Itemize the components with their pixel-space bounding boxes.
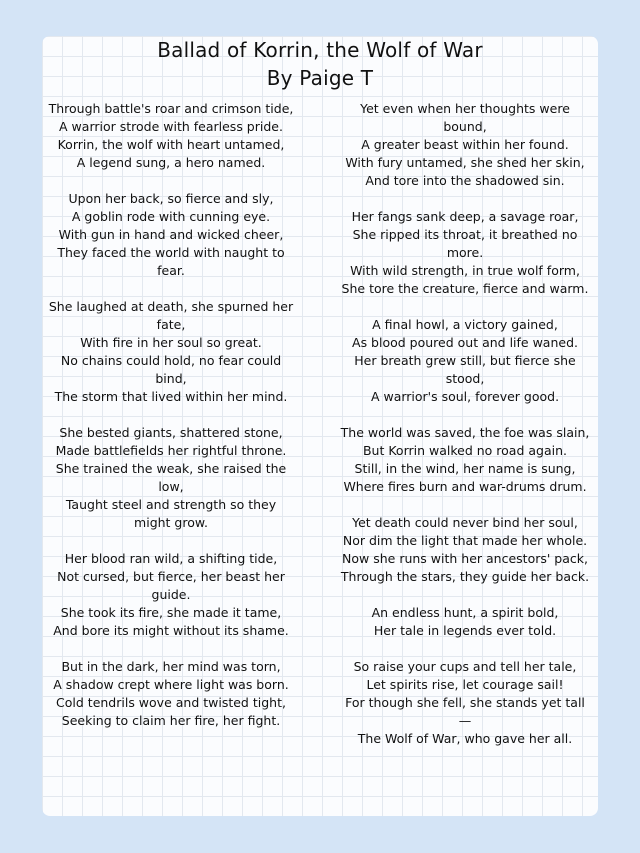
stanza xyxy=(340,514,590,586)
poem-line: A greater beast within her found. xyxy=(361,137,569,152)
poem-line: And tore into the shadowed sin. xyxy=(365,173,565,188)
poem-line: A warrior's soul, forever good. xyxy=(370,389,560,404)
poem-line: Through battle's roar and crimson tide, xyxy=(48,101,294,116)
poem-line: Yet death could never bind her soul, xyxy=(352,515,578,530)
right-column xyxy=(340,100,590,766)
stanza xyxy=(46,100,296,172)
stanza xyxy=(46,550,296,640)
poem-line: The storm that lived within her mind. xyxy=(54,389,288,404)
poem-line: The Wolf of War, who gave her all. xyxy=(357,731,573,746)
poem-line: She tore the creature, fierce and warm. xyxy=(341,281,589,296)
poem-line: As blood poured out and life waned. xyxy=(352,335,578,350)
poem-line: Upon her back, so fierce and sly, xyxy=(68,191,274,206)
poem-line: Her blood ran wild, a shifting tide, xyxy=(64,551,278,566)
poem-line: So raise your cups and tell her tale, xyxy=(353,659,577,674)
poem-line: Korrin, the wolf with heart untamed, xyxy=(57,137,285,152)
poem-line: Seeking to claim her fire, her fight. xyxy=(61,713,281,728)
poem-line: She trained the weak, she raised the low, xyxy=(55,461,287,494)
poem-line: Yet even when her thoughts were bound, xyxy=(360,101,570,134)
poem-line: They faced the world with naught to fear. xyxy=(57,245,285,278)
poem-line: Now she runs with her ancestors' pack, xyxy=(342,551,588,566)
stanza xyxy=(340,316,590,406)
stanza xyxy=(46,190,296,280)
stanza xyxy=(340,658,590,748)
poem-line: A warrior strode with fearless pride. xyxy=(59,119,283,134)
stanza xyxy=(340,100,590,190)
stanza xyxy=(340,208,590,298)
poem-line: Her fangs sank deep, a savage roar, xyxy=(351,209,579,224)
stanza xyxy=(46,658,296,730)
poem-line: With fury untamed, she shed her skin, xyxy=(345,155,585,170)
poem-line: Let spirits rise, let courage sail! xyxy=(366,677,564,692)
poem-line: Still, in the wind, her name is sung, xyxy=(354,461,576,476)
poem-line: No chains could hold, no fear could bind, xyxy=(60,353,282,386)
poem-line: She ripped its throat, it breathed no more. xyxy=(352,227,578,260)
poem-line: Her tale in legends ever told. xyxy=(373,623,557,638)
poem-line: She bested giants, shattered stone, xyxy=(59,425,283,440)
poem-line: Not cursed, but fierce, her beast her guide. xyxy=(57,569,285,602)
poem-line: Cold tendrils wove and twisted tight, xyxy=(56,695,286,710)
poem-line: With fire in her soul so great. xyxy=(80,335,262,350)
poem-line: A final howl, a victory gained, xyxy=(372,317,558,332)
poem-line: A goblin rode with cunning eye. xyxy=(71,209,271,224)
stanza xyxy=(340,424,590,496)
poem-line: With wild strength, in true wolf form, xyxy=(350,263,580,278)
left-column xyxy=(46,100,296,748)
poem-line: The world was saved, the foe was slain, xyxy=(340,425,590,440)
poem-line: With gun in hand and wicked cheer, xyxy=(58,227,284,242)
poem-line: Nor dim the light that made her whole. xyxy=(342,533,588,548)
poem-author: By Paige T xyxy=(266,66,374,90)
poem-line: A shadow crept where light was born. xyxy=(53,677,289,692)
poem-line: Where fires burn and war-drums drum. xyxy=(343,479,587,494)
poem-line: And bore its might without its shame. xyxy=(53,623,289,638)
poem-line: She took its fire, she made it tame, xyxy=(60,605,282,620)
stanza xyxy=(340,604,590,640)
stanza xyxy=(46,424,296,532)
poem-line: Her breath grew still, but fierce she stood, xyxy=(354,353,576,386)
poem-line: A legend sung, a hero named. xyxy=(76,155,266,170)
poem-line: An endless hunt, a spirit bold, xyxy=(371,605,559,620)
poem-line: Through the stars, they guide her back. xyxy=(340,569,590,584)
poem-line: But Korrin walked no road again. xyxy=(362,443,568,458)
poem-title: Ballad of Korrin, the Wolf of War xyxy=(157,38,483,62)
poem-line: She laughed at death, she spurned her fate, xyxy=(48,299,294,332)
poem-line: For though she fell, she stands yet tall — xyxy=(345,695,585,728)
stanza xyxy=(46,298,296,406)
poem-line: Taught steel and strength so they might grow. xyxy=(65,497,277,530)
poem-line: But in the dark, her mind was torn, xyxy=(61,659,281,674)
poem-line: Made battlefields her rightful throne. xyxy=(55,443,287,458)
